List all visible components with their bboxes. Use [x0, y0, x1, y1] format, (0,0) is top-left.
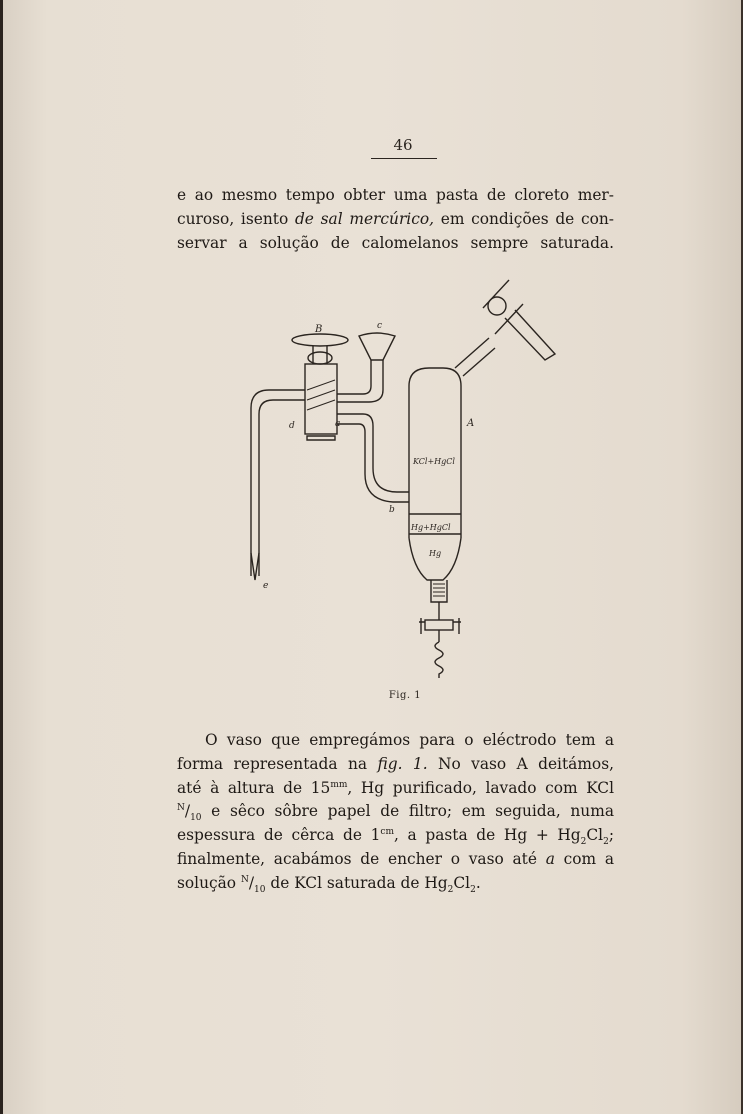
stopcock-key-handle: [292, 334, 348, 346]
paragraph-1: [177, 184, 614, 255]
p2-l5-d: ;: [608, 826, 614, 845]
p2-line-6: [177, 848, 614, 872]
clamp-screw: [488, 297, 506, 315]
p2-l5-sub1: 2: [580, 837, 587, 848]
p1-line-2-text: curoso, isento: [177, 209, 295, 228]
plug-ribbing: [433, 584, 445, 596]
p1-line-2-rest: em condições de con-: [434, 209, 614, 228]
p2-l4-slash: /: [184, 802, 191, 821]
p2-l7-sup: N: [240, 874, 249, 885]
label-c: c: [377, 321, 383, 331]
p2-l7-d: Cl: [453, 873, 471, 892]
label-d: d: [289, 421, 295, 431]
p2-l7-slash: /: [248, 873, 255, 892]
p2-line-3: [177, 777, 614, 801]
label-b: b: [389, 505, 395, 515]
p2-l4-sub: 10: [190, 813, 202, 824]
wire-coil: [435, 642, 443, 678]
clamp-jaw: [505, 310, 555, 360]
p2-line-5: [177, 824, 614, 848]
p2-line-1: O vaso que empregámos para o eléctrodo tem a: [205, 731, 614, 749]
label-A: A: [467, 418, 475, 429]
p2-l7-sub: 10: [254, 884, 266, 895]
figure-electrode-vessel: [233, 268, 573, 688]
p2-l5-sub2: 2: [603, 837, 609, 848]
p2-l7-sub1: 2: [447, 884, 454, 895]
p2-l5-a: espessura de cêrca de 1: [177, 826, 381, 845]
p2-line-7: [177, 872, 614, 896]
p2-l7-e: .: [475, 873, 481, 892]
p2-l5-c: Cl: [586, 826, 604, 845]
funnel-stem-inner: [337, 360, 383, 402]
bottom-plug: [431, 580, 447, 602]
p1-line-2-italic: de sal mercúrico,: [294, 209, 434, 228]
label-e: e: [263, 581, 269, 591]
clamp-arms: [483, 280, 523, 334]
vessel-bottom: [409, 538, 461, 580]
stopcock-key-stem: [313, 346, 327, 364]
tube-tip-e: [251, 553, 259, 580]
p2-l7-sub2: 2: [470, 884, 476, 895]
p2-l5-sup: cm: [380, 827, 394, 838]
left-tube-inner: [259, 400, 305, 576]
stopcock-bottom: [307, 436, 335, 440]
figure-caption: Fig. 1: [388, 690, 422, 701]
p2-l6-a: finalmente, acabámos de encher o vaso até: [177, 849, 546, 868]
p2-l2-a: forma representada na: [177, 754, 378, 773]
p1-line-1: e ao mesmo tempo obter uma pasta de cloreto mer-: [177, 186, 614, 204]
page-number: 46: [393, 136, 413, 154]
label-B: B: [315, 324, 323, 335]
label-hg-hgcl: Hg+HgCl: [411, 523, 451, 532]
p2-l3-sup: mm: [330, 779, 348, 790]
p2-line-2: [177, 753, 614, 777]
p2-line-4: [177, 800, 614, 824]
p2-l6-c: com a: [554, 849, 614, 868]
funnel-stem-outer: [337, 360, 371, 394]
p2-l6-italic-a: a: [545, 849, 555, 868]
stopcock-key-base: [308, 352, 332, 364]
p2-l3-a: até à altura de 15: [177, 778, 331, 797]
p2-l2-fig-ref: fig. 1.: [377, 754, 428, 773]
electrode-vessel-drawing: [233, 268, 573, 688]
p2-l5-b: , a pasta de Hg + Hg: [393, 826, 581, 845]
p2-l7-c: de KCl saturada de Hg: [265, 873, 448, 892]
p1-line-2: [177, 208, 614, 232]
wire-connector: [425, 620, 453, 630]
side-arm-upper: [337, 414, 409, 492]
p2-l4-b: e sêco sôbre papel de filtro; em seguida, numa: [201, 802, 614, 821]
paragraph-2: [177, 729, 614, 896]
p1-line-3: servar a solução de calomelanos sempre saturada.: [177, 233, 614, 252]
vessel-a-wall-right: [409, 368, 461, 538]
p2-l4-sup: N: [177, 803, 185, 814]
label-a: a: [335, 419, 341, 429]
funnel-c: [359, 333, 395, 360]
label-kcl-hgcl: KCl+HgCl: [413, 457, 455, 466]
page-number-rule: [371, 158, 437, 159]
p2-l7-a: solução: [177, 873, 241, 892]
outlet-tube: [455, 338, 495, 376]
stopcock-bore: [307, 380, 335, 410]
p2-l3-b: , Hg purificado, lavado com KCl: [347, 778, 614, 797]
label-hg: Hg: [429, 549, 442, 558]
p2-l2-c: No vaso A deitámos,: [427, 754, 614, 773]
